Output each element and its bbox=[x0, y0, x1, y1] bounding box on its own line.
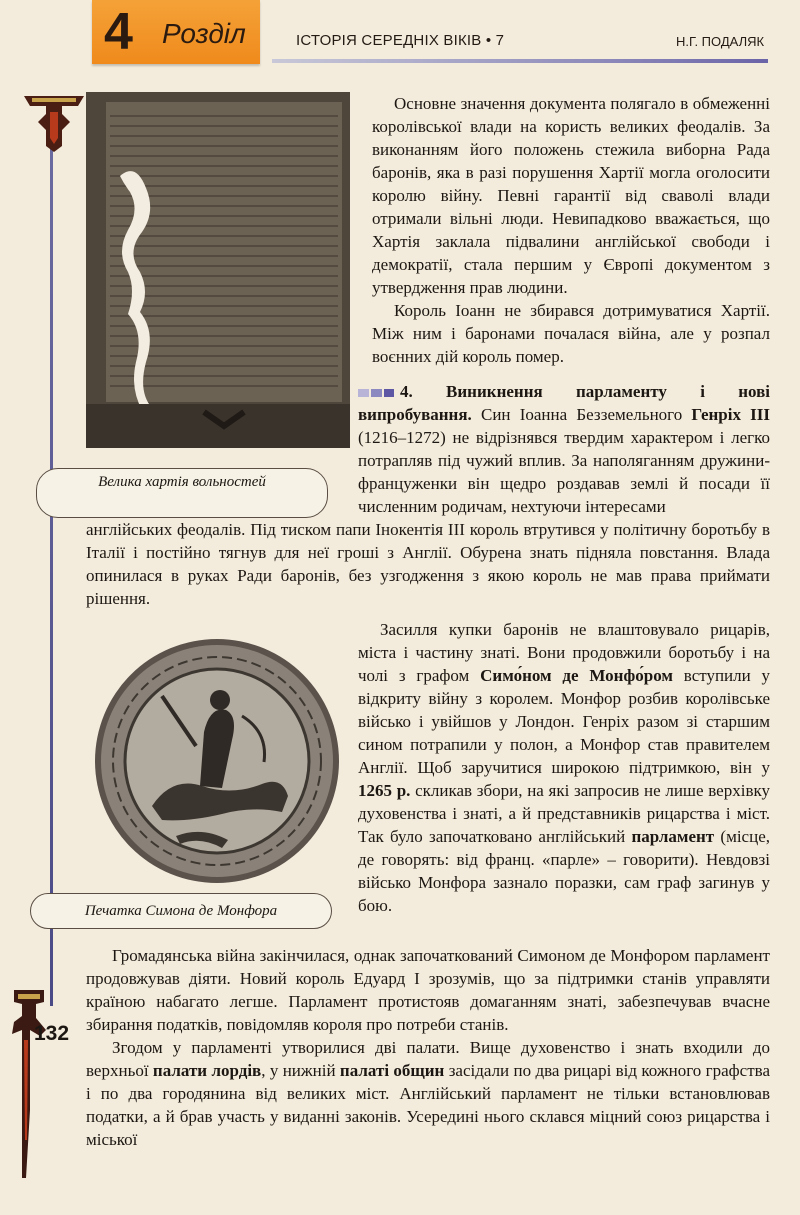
section-marker-icon bbox=[358, 389, 394, 397]
paragraph-henry-continued bbox=[86, 518, 770, 610]
intro-paragraphs bbox=[372, 92, 770, 368]
dagger-icon bbox=[10, 990, 50, 1180]
author-name: Н.Г. ПОДАЛЯК bbox=[676, 34, 765, 49]
p4-text-c: скликав збори, на які запросив не лише верхівку духовенства і знаті, а й представників рицарства і міст. Так було започатковано англійський bbox=[358, 781, 770, 846]
seal-caption: Печатка Симона де Монфора bbox=[30, 893, 332, 929]
paragraph-two-chambers bbox=[86, 1036, 770, 1151]
p6-text-a: Згодом у парламенті утворилися дві палати. Вище духовенство і знать входили до верхньої bbox=[86, 1038, 770, 1080]
paragraph-king-john: Король Іоанн не збирався дотримуватися Хартії. Між ним і баронами почалася війна, але у розпал воєнних дій король помер. bbox=[372, 301, 770, 366]
section-parliament bbox=[358, 380, 770, 518]
bottom-paragraphs bbox=[86, 944, 770, 1151]
term-house-of-commons: палаті общин bbox=[339, 1061, 445, 1080]
chapter-label: Розділ bbox=[162, 18, 246, 49]
charter-caption: Велика хартія вольностей bbox=[36, 468, 328, 518]
term-henry: Генріх III bbox=[691, 405, 770, 424]
header-rule bbox=[272, 59, 768, 63]
chapter-number: 4 bbox=[104, 3, 133, 61]
p3-text-b: (1216–1272) не відрізнявся твердим характером і легко потрапляв під чужий вплив. За наполяганням дружини-француженки він щедро роздавав землі й посади її численним родичам, нехтуючи інтересами bbox=[358, 428, 770, 516]
p3-text-a: Син Іоанна Безземельного bbox=[480, 405, 683, 424]
section-heading: 4. Виникнення парламенту і нові випробування. bbox=[358, 382, 770, 424]
course-title: ІСТОРІЯ СЕРЕДНІХ ВІКІВ • 7 bbox=[296, 32, 505, 49]
page-number: 132 bbox=[34, 1022, 70, 1045]
term-year-1265: 1265 р. bbox=[358, 781, 411, 800]
paragraph-civil-war-end: Громадянська війна закінчилася, однак започаткований Симоном де Монфором парламент продовжував діяти. Новий король Едуард I зрозумів, що за підтримки станів управляти країною набагато легше. Парламент протистояв домаганням знаті, забезпечував вчасне збирання податків, повідомляв короля про потреби станів. bbox=[86, 946, 770, 1034]
charter-image bbox=[86, 92, 350, 448]
paragraph-charter-meaning: Основне значення документа полягало в обмеженні королівської влади на користь великих феодалів. За виконанням його положень стежила виборна Рада баронів, яка в разі порушення Хартії могла оголосити королю війну. Певні гарантії від сваволі влади отримали вільні люди. Невипадково вважається, що Хартія заклала підвалини англійської свободи і демократії, стала першим у Європі документом з утвердження прав людини. bbox=[372, 94, 770, 297]
paragraph-henry bbox=[358, 380, 770, 518]
p4-text-b: вступили у відкриту війну з королем. Монфор розбив королівське військо і увійшов у Лондон. Генріх разом зі старшим сином потрапили у полон, а Монфор став правителем Англії. Щоб заручитися широкою підтримкою, він у bbox=[358, 666, 771, 777]
term-simon-de-montfort: Симо́ном де Монфо́ром bbox=[480, 666, 673, 685]
p3-text-c: англійських феодалів. Під тиском папи Інокентія III король втрутився у політичну боротьбу в Італії і постійно тягнув для неї гроші з Англії. Обурена знать підняла повстання. Влада опинилася в руках Ради баронів, без узгодження з якою король не мав права приймати рішення. bbox=[86, 520, 770, 608]
seal-image bbox=[92, 636, 342, 886]
p6-text-c: засідали по два рицарі від кожного графства і по два городянина від великих міст. Англійський парламент не тільки встановлював податки, а й брав участь у виданні законів. Усередині нього склався міцний союз рицарства і міської bbox=[86, 1061, 770, 1149]
p4-text-a: Засилля купки баронів не влаштовувало рицарів, міста і частину знаті. Вони продовжили боротьбу і на чолі з графом bbox=[358, 620, 770, 685]
margin-rule bbox=[50, 148, 53, 1006]
term-house-of-lords: палати лордів bbox=[152, 1061, 262, 1080]
p4-text-d: (місце, де говорять: від франц. «парле» – говорити). Невдовзі військо Монфора зазнало поразки, сам граф загинув у бою. bbox=[358, 827, 770, 915]
paragraph-montfort bbox=[358, 618, 770, 917]
p6-text-b: , у нижній bbox=[261, 1061, 336, 1080]
p4-text bbox=[358, 618, 770, 917]
ornament-icon bbox=[22, 92, 86, 152]
term-parliament: парламент bbox=[631, 827, 715, 846]
